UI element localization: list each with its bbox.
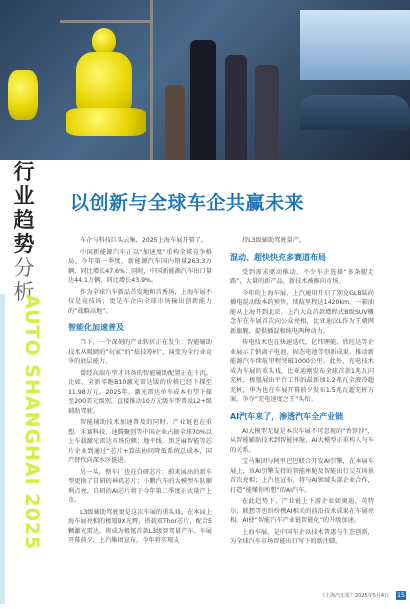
crash-dummy-legs (66, 108, 146, 136)
visitor-figure (165, 85, 185, 160)
vertical-banner: AUTO SHANGHAI 2025 (21, 294, 43, 551)
crash-dummy-head (92, 28, 116, 54)
paragraph: 宝马集团与阿里巴巴联合开发AI引擎，在本届车展上，该AI引擎支持的智能座舱及智能出行交互场景首次亮相；上汽也宣布，将与AI领域头部企业合作，打造“能懂你所想”的AI汽车。 (230, 458, 374, 494)
paragraph: 当下，一个深刻的产业转折正在发生：智能辅助技术从吸睛的“玩家”的“炫技筹码”，演变为全行业竞争的底层能力。 (68, 339, 212, 365)
source-line: 《上海汽车报》2025年5月4日 (320, 593, 390, 599)
auto-show-photo (0, 0, 410, 160)
paragraph: 智能辅助技术加速普及的同时，产业链也在重塑。禾赛科技、速腾聚创等中国企业占据全球70%以上车载激光雷达市场份额；地平线、黑芝麻智能等芯片企业到通过“芯片+算法协同降低系统总成本，国产替代向深水区挺进。 (68, 419, 212, 464)
backdrop-screen (300, 10, 410, 80)
paragraph: 作为全球汽车新品首发地和首秀场，上海车展不仅是竞技场，更是车企向全球市场输出创新能力的“战略高地”。 (68, 288, 212, 315)
visitor-figure (225, 55, 247, 160)
subheading: 智能化加速普及 (68, 323, 124, 332)
visitor-figure (190, 40, 216, 160)
visitor-figure (255, 65, 279, 160)
section-subtitle-char: 分 (13, 256, 35, 280)
paragraph: 持L3级辅助驾驶量产。 (242, 237, 306, 244)
page-number: 15 (397, 592, 405, 599)
paragraph: 受到需求驱动推动，不少车企选择“多条腿走路”，大量的新产品，新技术被推向市场。 (230, 268, 374, 285)
section-title-char: 趋 (13, 207, 35, 232)
paragraph: L3级辅助驾驶更是这次车展的重头戏。在本届上海车展亮相的极氪9X光辉，搭载双Thor芯片，配合5颗激光雷达，将成为极氪首款L3级智驾量产车。车展开幕前夕，上汽集团宣布，今年将实现支 (68, 508, 212, 544)
article-right-column (230, 236, 374, 549)
article-left-column (68, 236, 212, 548)
paragraph: 车企与科技巨头云集，2025上海车展开幕了。 (80, 237, 208, 244)
test-rig-beam (60, 20, 150, 23)
section-title (4, 160, 44, 304)
paragraph: 中国新能源汽车正以“加速度”重构全球竞争格局。今年第一季度，新能源汽车国内销量263.3万辆，同比增长47.6%；同时，中国新能源汽车出口量达44.1万辆，同比增长43.9%。 (68, 248, 212, 284)
article-headline: 以创新与全球车企共赢未来 (70, 192, 305, 214)
paragraph: 传电技术也在快速迭代。亿纬锂能、欣旺达等企业展示了钠离子电池、固态电池等创新成果，推动新能源汽车续航里程突破1000公里。此外，充电技术成为车展的重头戏，比亚迪刚发布全球首款1兆瓦闪充桩，极氪展出平台工作的最新加1.2兆瓦全液冷超充桩，华为也在车展开幕前夕发布1.5兆瓦超充桩方案，争夺“充电速度之王”头衔。 (230, 339, 374, 403)
car-shape (300, 95, 410, 130)
test-rig-pole (150, 0, 153, 160)
section-title-char: 势 (13, 231, 35, 256)
subheading: AI汽车来了，渗透汽车全产业链 (230, 411, 344, 421)
crash-dummy-torso (76, 52, 132, 114)
crash-dummy-second (8, 70, 38, 120)
section-title-char: 业 (13, 183, 35, 208)
paragraph: 上海车展，是中国车企以技术普惠与生态创新，为全球汽车市场智能出行写下的新注脚。 (230, 528, 374, 545)
paragraph: 另一头，整车厂也在自研芯片：蔚来展出的新车型更换了自研的神玑芯片；小鹏汽车的大模型车队顺利点亮，自研的AI芯片将于今年第二季度正式量产上市。 (68, 468, 212, 504)
paragraph: AI大模型无疑是本次车展不可忽视的“香饽饽”，从智能辅助技术到智能座舱，AI大模型正重构人与车的关系。 (230, 427, 374, 454)
paragraph: 在此趋势下，产业链上下游企业如奥迪、英特尔、联想等也纷纷携AI相关的前沿技术成果在车展亮相。AI使“智能汽车产业链智能化”的升级加速。 (230, 498, 374, 524)
paragraph: 今年的上海车展，上汽通用开启了别克GL8陆尚插电混动版本的预售，续航里程达1420km，一箱油能从上海开到北京。上汽大众首款增程式B级SUV概念车在车展首次向公众亮相，比亚迪汉L作为王朝网新旗舰，提供插混和纯电两种动力。 (230, 289, 374, 335)
paragraph: 曾经高端车型才具备的智能辅助配置正在下沉。比如，全新零跑B10激光雷达版的价格已经下探至11.98万元。2025年，激光雷达单车成本有望下探至200美元级别，直接推动10万元级车型普及L2+级辅助驾驶。 (68, 369, 212, 415)
section-title-char: 行 (13, 159, 35, 184)
section-subtitle-char: 析 (13, 280, 35, 304)
subheading: 混动、超快快充多赛道布局 (230, 252, 326, 262)
